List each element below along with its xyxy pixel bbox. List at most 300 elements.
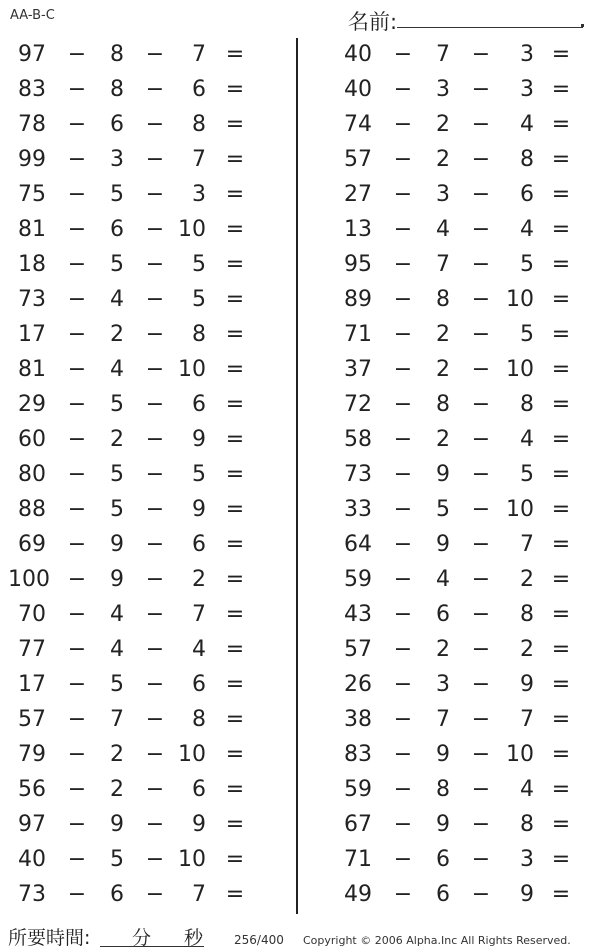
minuend: 57 (344, 147, 372, 172)
subtrahend-1: 7 (110, 707, 124, 732)
subtrahend-2: 6 (520, 182, 534, 207)
minus-sign: − (145, 77, 165, 102)
subtrahend-2: 10 (506, 742, 534, 767)
subtrahend-2: 7 (192, 602, 206, 627)
minuend: 71 (344, 847, 372, 872)
minus-sign: − (145, 322, 165, 347)
equals-sign: = (225, 322, 245, 347)
subtrahend-1: 9 (436, 812, 450, 837)
equals-sign: = (551, 77, 571, 102)
minus-sign: − (145, 637, 165, 662)
subtrahend-1: 8 (110, 77, 124, 102)
minus-sign: − (393, 427, 413, 452)
name-line-end-mark (581, 24, 584, 27)
minus-sign: − (393, 742, 413, 767)
subtrahend-2: 10 (178, 357, 206, 382)
minus-sign: − (471, 812, 491, 837)
time-entry-line[interactable] (100, 946, 204, 947)
copyright-notice: Copyright © 2006 Alpha.Inc All Rights Reserved. (303, 934, 571, 947)
equals-sign: = (551, 532, 571, 557)
minus-sign: − (393, 42, 413, 67)
minus-sign: − (145, 777, 165, 802)
subtrahend-1: 5 (110, 182, 124, 207)
minus-sign: − (471, 252, 491, 277)
subtrahend-1: 4 (110, 637, 124, 662)
minuend: 43 (344, 602, 372, 627)
minuend: 81 (18, 357, 46, 382)
equals-sign: = (225, 532, 245, 557)
minuend: 17 (18, 672, 46, 697)
minus-sign: − (67, 357, 87, 382)
equals-sign: = (551, 707, 571, 732)
subtrahend-2: 3 (520, 77, 534, 102)
equals-sign: = (551, 112, 571, 137)
minus-sign: − (67, 742, 87, 767)
subtrahend-2: 2 (192, 567, 206, 592)
subtrahend-2: 4 (520, 112, 534, 137)
minuend: 59 (344, 777, 372, 802)
subtrahend-1: 6 (436, 882, 450, 907)
time-taken-label: 所要時間: (8, 927, 91, 949)
equals-sign: = (225, 602, 245, 627)
subtrahend-2: 7 (192, 882, 206, 907)
minus-sign: − (471, 532, 491, 557)
subtrahend-2: 8 (520, 602, 534, 627)
minuend: 83 (344, 742, 372, 767)
minus-sign: − (67, 77, 87, 102)
minuend: 57 (18, 707, 46, 732)
minus-sign: − (393, 147, 413, 172)
minus-sign: − (393, 182, 413, 207)
minuend: 29 (18, 392, 46, 417)
minus-sign: − (67, 147, 87, 172)
minus-sign: − (393, 672, 413, 697)
equals-sign: = (551, 497, 571, 522)
subtrahend-2: 4 (520, 217, 534, 242)
subtrahend-2: 6 (192, 777, 206, 802)
minus-sign: − (145, 42, 165, 67)
minuend: 40 (18, 847, 46, 872)
subtrahend-1: 3 (436, 182, 450, 207)
subtrahend-1: 3 (110, 147, 124, 172)
subtrahend-2: 3 (192, 182, 206, 207)
equals-sign: = (551, 322, 571, 347)
subtrahend-1: 4 (436, 217, 450, 242)
subtrahend-2: 10 (506, 497, 534, 522)
subtrahend-2: 8 (192, 322, 206, 347)
minus-sign: − (471, 742, 491, 767)
minus-sign: − (393, 77, 413, 102)
subtrahend-2: 7 (192, 42, 206, 67)
equals-sign: = (551, 252, 571, 277)
minus-sign: − (471, 672, 491, 697)
sheet-code: AA-B-C (10, 8, 55, 23)
equals-sign: = (551, 777, 571, 802)
minus-sign: − (471, 427, 491, 452)
minuend: 17 (18, 322, 46, 347)
subtrahend-1: 7 (436, 707, 450, 732)
subtrahend-1: 8 (110, 42, 124, 67)
minutes-label: 分 (132, 927, 152, 949)
equals-sign: = (225, 497, 245, 522)
equals-sign: = (551, 392, 571, 417)
equals-sign: = (551, 182, 571, 207)
equals-sign: = (225, 42, 245, 67)
minus-sign: − (471, 567, 491, 592)
minus-sign: − (393, 252, 413, 277)
equals-sign: = (551, 812, 571, 837)
minuend: 100 (8, 567, 50, 592)
subtrahend-2: 7 (192, 147, 206, 172)
subtrahend-1: 6 (110, 882, 124, 907)
subtrahend-1: 7 (436, 252, 450, 277)
subtrahend-1: 8 (436, 777, 450, 802)
minus-sign: − (145, 287, 165, 312)
minuend: 49 (344, 882, 372, 907)
minus-sign: − (471, 392, 491, 417)
subtrahend-1: 9 (436, 532, 450, 557)
equals-sign: = (225, 392, 245, 417)
name-label: 名前: (348, 10, 398, 34)
equals-sign: = (551, 357, 571, 382)
page-number: 256/400 (234, 933, 284, 947)
minus-sign: − (145, 497, 165, 522)
minuend: 88 (18, 497, 46, 522)
equals-sign: = (225, 742, 245, 767)
minus-sign: − (145, 707, 165, 732)
minus-sign: − (67, 42, 87, 67)
minuend: 26 (344, 672, 372, 697)
subtrahend-1: 5 (436, 497, 450, 522)
minus-sign: − (471, 882, 491, 907)
minuend: 79 (18, 742, 46, 767)
subtrahend-1: 4 (110, 357, 124, 382)
subtrahend-2: 10 (178, 742, 206, 767)
minus-sign: − (393, 217, 413, 242)
minus-sign: − (393, 392, 413, 417)
subtrahend-1: 2 (110, 427, 124, 452)
minus-sign: − (67, 777, 87, 802)
subtrahend-2: 3 (520, 42, 534, 67)
column-divider (296, 38, 298, 914)
subtrahend-2: 9 (192, 812, 206, 837)
minuend: 70 (18, 602, 46, 627)
minus-sign: − (393, 882, 413, 907)
minus-sign: − (471, 462, 491, 487)
minus-sign: − (393, 602, 413, 627)
minus-sign: − (471, 777, 491, 802)
minuend: 72 (344, 392, 372, 417)
equals-sign: = (225, 882, 245, 907)
minus-sign: − (145, 532, 165, 557)
equals-sign: = (551, 602, 571, 627)
minus-sign: − (67, 532, 87, 557)
minus-sign: − (67, 427, 87, 452)
name-entry-line[interactable] (397, 27, 583, 28)
subtrahend-2: 5 (520, 322, 534, 347)
minus-sign: − (393, 777, 413, 802)
subtrahend-1: 9 (110, 532, 124, 557)
subtrahend-2: 8 (520, 812, 534, 837)
minuend: 80 (18, 462, 46, 487)
equals-sign: = (551, 462, 571, 487)
subtrahend-1: 7 (436, 42, 450, 67)
minus-sign: − (471, 847, 491, 872)
subtrahend-2: 8 (192, 112, 206, 137)
minus-sign: − (471, 602, 491, 627)
minus-sign: − (67, 602, 87, 627)
equals-sign: = (551, 42, 571, 67)
minus-sign: − (67, 322, 87, 347)
equals-sign: = (551, 847, 571, 872)
minus-sign: − (67, 847, 87, 872)
minuend: 60 (18, 427, 46, 452)
minus-sign: − (67, 462, 87, 487)
minus-sign: − (145, 672, 165, 697)
subtrahend-1: 2 (436, 112, 450, 137)
equals-sign: = (225, 287, 245, 312)
minuend: 18 (18, 252, 46, 277)
minus-sign: − (393, 497, 413, 522)
equals-sign: = (551, 672, 571, 697)
minus-sign: − (471, 112, 491, 137)
minus-sign: − (393, 112, 413, 137)
minus-sign: − (471, 147, 491, 172)
equals-sign: = (551, 287, 571, 312)
minus-sign: − (145, 427, 165, 452)
minus-sign: − (145, 357, 165, 382)
minus-sign: − (393, 287, 413, 312)
minuend: 78 (18, 112, 46, 137)
minus-sign: − (393, 707, 413, 732)
subtrahend-2: 10 (506, 357, 534, 382)
subtrahend-1: 9 (436, 462, 450, 487)
minus-sign: − (145, 112, 165, 137)
minus-sign: − (145, 882, 165, 907)
minuend: 33 (344, 497, 372, 522)
equals-sign: = (225, 357, 245, 382)
minus-sign: − (67, 217, 87, 242)
minuend: 73 (344, 462, 372, 487)
subtrahend-2: 5 (520, 252, 534, 277)
subtrahend-1: 6 (436, 847, 450, 872)
equals-sign: = (225, 112, 245, 137)
minus-sign: − (471, 77, 491, 102)
minus-sign: − (471, 357, 491, 382)
subtrahend-1: 2 (436, 147, 450, 172)
subtrahend-2: 9 (520, 672, 534, 697)
subtrahend-2: 7 (520, 532, 534, 557)
equals-sign: = (551, 217, 571, 242)
minus-sign: − (471, 42, 491, 67)
subtrahend-2: 4 (520, 427, 534, 452)
minuend: 38 (344, 707, 372, 732)
minus-sign: − (393, 847, 413, 872)
subtrahend-1: 5 (110, 672, 124, 697)
subtrahend-2: 10 (506, 287, 534, 312)
minuend: 67 (344, 812, 372, 837)
subtrahend-1: 4 (436, 567, 450, 592)
equals-sign: = (225, 147, 245, 172)
minuend: 77 (18, 637, 46, 662)
minuend: 71 (344, 322, 372, 347)
subtrahend-1: 9 (110, 567, 124, 592)
subtrahend-2: 6 (192, 392, 206, 417)
minus-sign: − (67, 812, 87, 837)
subtrahend-2: 8 (520, 392, 534, 417)
minuend: 73 (18, 287, 46, 312)
subtrahend-2: 8 (520, 147, 534, 172)
subtrahend-2: 4 (192, 637, 206, 662)
subtrahend-2: 6 (192, 532, 206, 557)
minuend: 40 (344, 42, 372, 67)
equals-sign: = (225, 707, 245, 732)
subtrahend-1: 6 (110, 112, 124, 137)
equals-sign: = (225, 252, 245, 277)
minus-sign: − (67, 567, 87, 592)
minus-sign: − (393, 637, 413, 662)
minuend: 37 (344, 357, 372, 382)
subtrahend-1: 8 (436, 287, 450, 312)
minuend: 95 (344, 252, 372, 277)
equals-sign: = (551, 882, 571, 907)
equals-sign: = (551, 637, 571, 662)
minuend: 83 (18, 77, 46, 102)
minuend: 69 (18, 532, 46, 557)
seconds-label: 秒 (184, 927, 204, 949)
subtrahend-2: 7 (520, 707, 534, 732)
subtrahend-2: 3 (520, 847, 534, 872)
minus-sign: − (67, 252, 87, 277)
equals-sign: = (551, 742, 571, 767)
subtrahend-2: 5 (520, 462, 534, 487)
subtrahend-1: 2 (436, 322, 450, 347)
subtrahend-1: 2 (110, 322, 124, 347)
minus-sign: − (145, 147, 165, 172)
equals-sign: = (225, 427, 245, 452)
subtrahend-2: 2 (520, 567, 534, 592)
minus-sign: − (471, 637, 491, 662)
equals-sign: = (225, 182, 245, 207)
subtrahend-2: 9 (192, 427, 206, 452)
equals-sign: = (225, 77, 245, 102)
subtrahend-1: 5 (110, 847, 124, 872)
minuend: 59 (344, 567, 372, 592)
minus-sign: − (471, 322, 491, 347)
subtrahend-2: 6 (192, 77, 206, 102)
minus-sign: − (393, 462, 413, 487)
minus-sign: − (145, 812, 165, 837)
subtrahend-1: 2 (436, 637, 450, 662)
minus-sign: − (145, 847, 165, 872)
minus-sign: − (145, 217, 165, 242)
minus-sign: − (67, 497, 87, 522)
subtrahend-1: 5 (110, 252, 124, 277)
minus-sign: − (145, 392, 165, 417)
subtrahend-1: 2 (436, 357, 450, 382)
minus-sign: − (471, 287, 491, 312)
subtrahend-2: 8 (192, 707, 206, 732)
minus-sign: − (145, 742, 165, 767)
subtrahend-1: 3 (436, 672, 450, 697)
minus-sign: − (145, 182, 165, 207)
equals-sign: = (225, 462, 245, 487)
subtrahend-1: 4 (110, 287, 124, 312)
subtrahend-2: 9 (192, 497, 206, 522)
minuend: 75 (18, 182, 46, 207)
minuend: 13 (344, 217, 372, 242)
minus-sign: − (471, 182, 491, 207)
subtrahend-1: 2 (436, 427, 450, 452)
subtrahend-2: 6 (192, 672, 206, 697)
equals-sign: = (225, 812, 245, 837)
minus-sign: − (145, 462, 165, 487)
minuend: 73 (18, 882, 46, 907)
minus-sign: − (393, 567, 413, 592)
subtrahend-1: 5 (110, 392, 124, 417)
minuend: 57 (344, 637, 372, 662)
minuend: 81 (18, 217, 46, 242)
minus-sign: − (393, 532, 413, 557)
equals-sign: = (225, 672, 245, 697)
subtrahend-1: 4 (110, 602, 124, 627)
equals-sign: = (551, 567, 571, 592)
minus-sign: − (67, 707, 87, 732)
minus-sign: − (67, 672, 87, 697)
minuend: 64 (344, 532, 372, 557)
minus-sign: − (67, 182, 87, 207)
subtrahend-2: 5 (192, 287, 206, 312)
equals-sign: = (225, 847, 245, 872)
subtrahend-2: 4 (520, 777, 534, 802)
equals-sign: = (225, 777, 245, 802)
subtrahend-1: 2 (110, 742, 124, 767)
minus-sign: − (393, 812, 413, 837)
subtrahend-1: 8 (436, 392, 450, 417)
minuend: 97 (18, 42, 46, 67)
subtrahend-1: 9 (436, 742, 450, 767)
subtrahend-1: 3 (436, 77, 450, 102)
equals-sign: = (551, 427, 571, 452)
subtrahend-1: 9 (110, 812, 124, 837)
minus-sign: − (471, 217, 491, 242)
subtrahend-2: 10 (178, 217, 206, 242)
subtrahend-2: 5 (192, 462, 206, 487)
subtrahend-2: 10 (178, 847, 206, 872)
equals-sign: = (225, 567, 245, 592)
subtrahend-2: 9 (520, 882, 534, 907)
minus-sign: − (393, 322, 413, 347)
minus-sign: − (67, 637, 87, 662)
minuend: 97 (18, 812, 46, 837)
minuend: 99 (18, 147, 46, 172)
minuend: 27 (344, 182, 372, 207)
minus-sign: − (471, 497, 491, 522)
minus-sign: − (471, 707, 491, 732)
minuend: 56 (18, 777, 46, 802)
minus-sign: − (145, 602, 165, 627)
minus-sign: − (145, 567, 165, 592)
minus-sign: − (67, 287, 87, 312)
minus-sign: − (67, 392, 87, 417)
subtrahend-1: 5 (110, 462, 124, 487)
minuend: 58 (344, 427, 372, 452)
subtrahend-1: 6 (436, 602, 450, 627)
minus-sign: − (67, 882, 87, 907)
minuend: 40 (344, 77, 372, 102)
minus-sign: − (67, 112, 87, 137)
minuend: 89 (344, 287, 372, 312)
